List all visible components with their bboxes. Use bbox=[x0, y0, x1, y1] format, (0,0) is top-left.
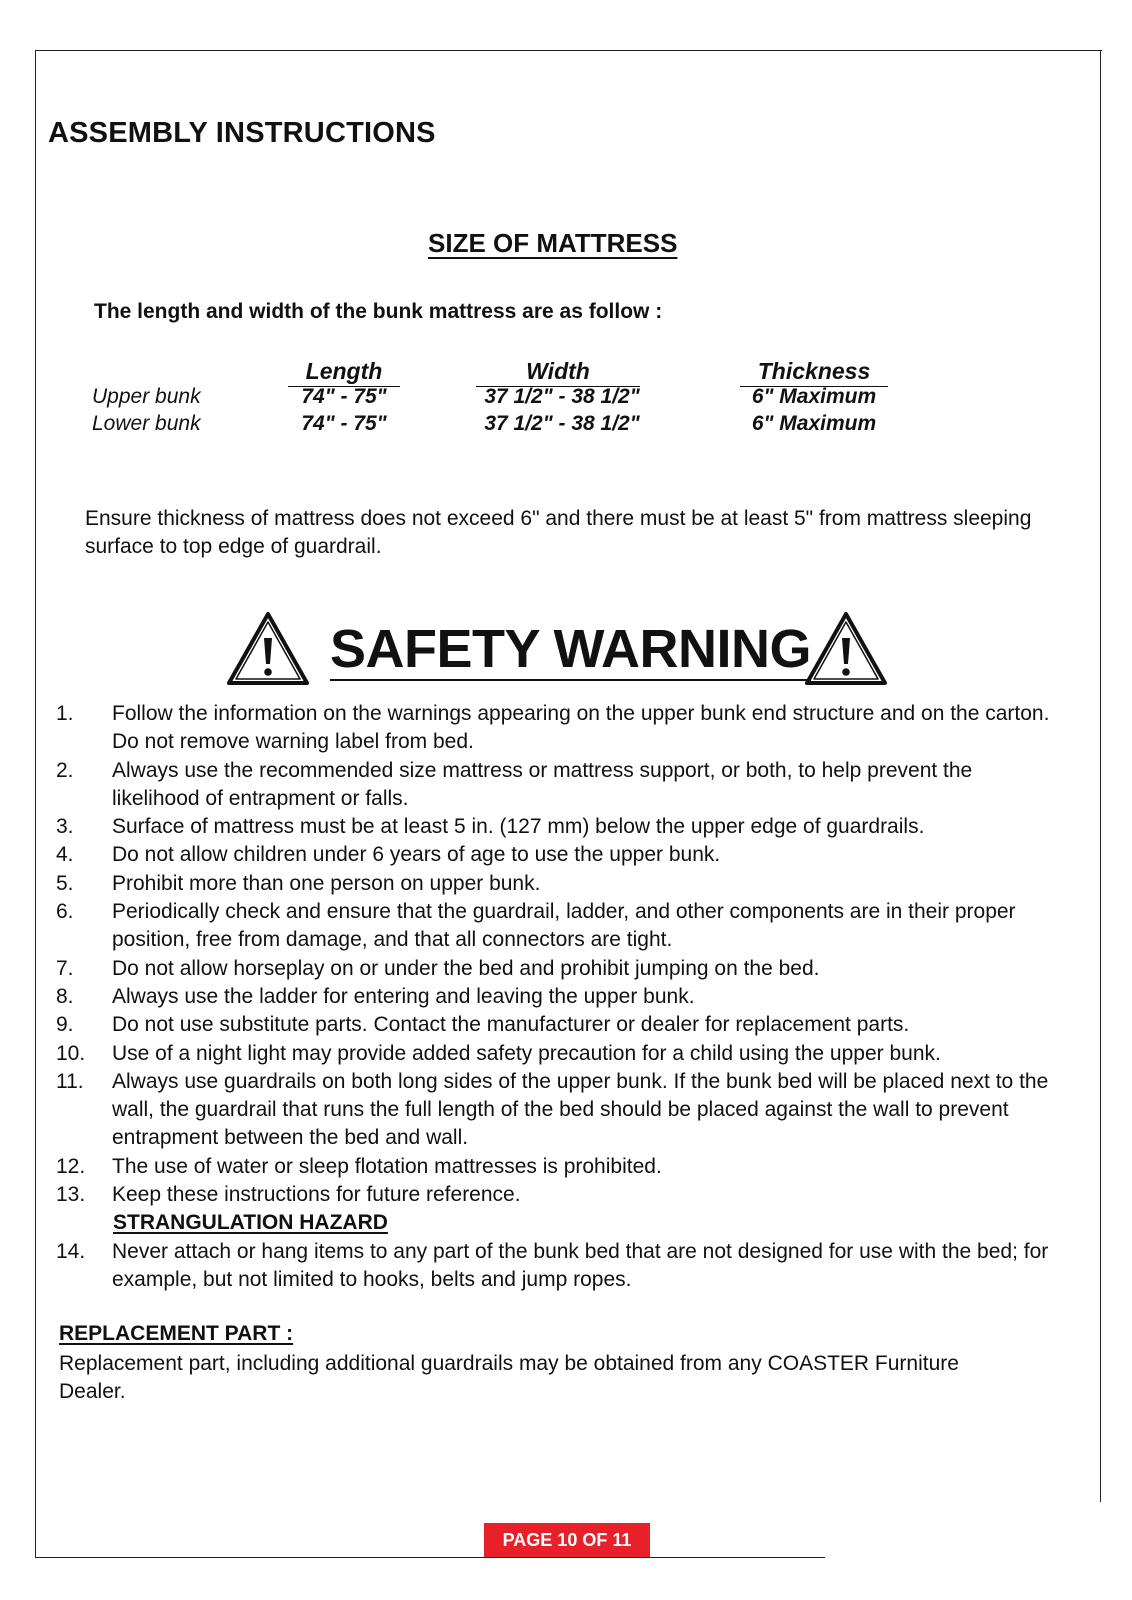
list-item bbox=[56, 983, 1056, 1011]
rule-number: 5. bbox=[56, 871, 74, 895]
rule-number: 1. bbox=[56, 702, 74, 725]
rule-text: Follow the information on the warnings appearing on the upper bunk end structure and on the carton. Do not remove warning label from bed. bbox=[112, 702, 1050, 754]
upper-bunk-thickness: 6" Maximum bbox=[751, 385, 877, 408]
list-item bbox=[56, 1040, 1056, 1068]
replacement-part-text: Replacement part, including additional guardrails may be obtained from any COASTER Furniture Dealer. bbox=[59, 1352, 959, 1403]
rule-number: 11. bbox=[56, 1069, 84, 1093]
rule-text: Prohibit more than one person on upper bunk. bbox=[112, 871, 541, 895]
list-item bbox=[56, 1011, 1056, 1039]
mattress-thickness-note: Ensure thickness of mattress does not exceed 6" and there must be at least 5" from mattress sleeping surface to top edge of guardrail. bbox=[85, 507, 1032, 558]
lower-bunk-thickness: 6" Maximum bbox=[751, 412, 877, 435]
list-item bbox=[56, 813, 1056, 841]
list-item bbox=[56, 841, 1056, 869]
page-number-badge: PAGE 10 OF 11 bbox=[484, 1523, 650, 1557]
list-item bbox=[56, 870, 1056, 898]
rule-text: Do not allow children under 6 years of age to use the upper bunk. bbox=[112, 843, 721, 867]
rule-number: 8. bbox=[56, 984, 74, 1008]
rule-number: 3. bbox=[56, 815, 74, 839]
rule-number: 14. bbox=[56, 1239, 86, 1263]
column-header-length: Length bbox=[288, 358, 400, 387]
rule-text: The use of water or sleep flotation mattresses is prohibited. bbox=[112, 1154, 662, 1178]
column-header-thickness: Thickness bbox=[740, 358, 888, 387]
list-item bbox=[56, 955, 1056, 983]
upper-bunk-length: 74" - 75" bbox=[301, 385, 387, 408]
rule-text: Surface of mattress must be at least 5 in. (127 mm) below the upper edge of guardrails. bbox=[112, 815, 925, 839]
rule-text: Periodically check and ensure that the guardrail, ladder, and other components are in their proper position, free from damage, and that all connectors are tight. bbox=[112, 900, 1016, 952]
mattress-intro: The length and width of the bunk mattress are as follow : bbox=[94, 300, 663, 323]
rule-text: Always use the ladder for entering and leaving the upper bunk. bbox=[112, 984, 695, 1008]
mattress-size-heading: SIZE OF MATTRESS bbox=[428, 228, 678, 258]
lower-bunk-width: 37 1/2" - 38 1/2" bbox=[484, 412, 640, 435]
list-item bbox=[56, 700, 1056, 757]
rule-text: Always use guardrails on both long sides of the upper bunk. If the bunk bed will be placed next to the wall, the guardrail that runs the full length of the bed should be placed against the wall to prevent entrapment between the bed and wall. bbox=[112, 1069, 1049, 1150]
rule-number: 10. bbox=[56, 1041, 86, 1065]
rule-number: 4. bbox=[56, 843, 74, 867]
list-item bbox=[56, 1181, 1056, 1209]
safety-warning-title: SAFETY WARNING bbox=[330, 619, 812, 679]
rule-number: 12. bbox=[56, 1154, 86, 1178]
safety-rules-list bbox=[56, 700, 1056, 1294]
list-item bbox=[56, 1153, 1056, 1181]
rule-text: Do not allow horseplay on or under the bed and prohibit jumping on the bed. bbox=[112, 956, 820, 980]
strangulation-hazard-heading: STRANGULATION HAZARD bbox=[113, 1211, 388, 1235]
rule-text: Do not use substitute parts. Contact the manufacturer or dealer for replacement parts. bbox=[112, 1013, 910, 1037]
list-item bbox=[56, 898, 1056, 955]
rule-text: Never attach or hang items to any part of the bunk bed that are not designed for use with the bed; for example, but not limited to hooks, belts and jump ropes. bbox=[112, 1239, 1049, 1291]
row-label-upper-bunk: Upper bunk bbox=[92, 385, 201, 408]
rule-text: Use of a night light may provide added safety precaution for a child using the upper bunk. bbox=[112, 1041, 941, 1065]
upper-bunk-width: 37 1/2" - 38 1/2" bbox=[484, 385, 640, 408]
row-label-lower-bunk: Lower bunk bbox=[92, 412, 201, 435]
list-item bbox=[56, 757, 1056, 814]
rule-number: 13. bbox=[56, 1183, 86, 1207]
column-header-width: Width bbox=[476, 358, 640, 387]
page-border-bottom bbox=[35, 1557, 825, 1558]
rule-number: 9. bbox=[56, 1013, 74, 1037]
warning-triangle-icon bbox=[802, 608, 890, 688]
rule-number: 2. bbox=[56, 758, 74, 782]
rule-number: 6. bbox=[56, 900, 74, 924]
page-border-left bbox=[35, 50, 36, 1558]
page-border-right bbox=[1100, 50, 1101, 1502]
list-item bbox=[56, 1068, 1056, 1153]
page-border-top bbox=[35, 50, 1102, 51]
warning-triangle-icon bbox=[224, 608, 312, 688]
list-item bbox=[56, 1238, 1056, 1295]
rule-text: Always use the recommended size mattress or mattress support, or both, to help prevent the likelihood of entrapment or falls. bbox=[112, 758, 973, 810]
rule-number: 7. bbox=[56, 956, 74, 980]
rule-text: Keep these instructions for future reference. bbox=[112, 1183, 521, 1207]
lower-bunk-length: 74" - 75" bbox=[301, 412, 387, 435]
replacement-part-heading: REPLACEMENT PART : bbox=[59, 1322, 294, 1345]
document-title: ASSEMBLY INSTRUCTIONS bbox=[48, 117, 436, 149]
